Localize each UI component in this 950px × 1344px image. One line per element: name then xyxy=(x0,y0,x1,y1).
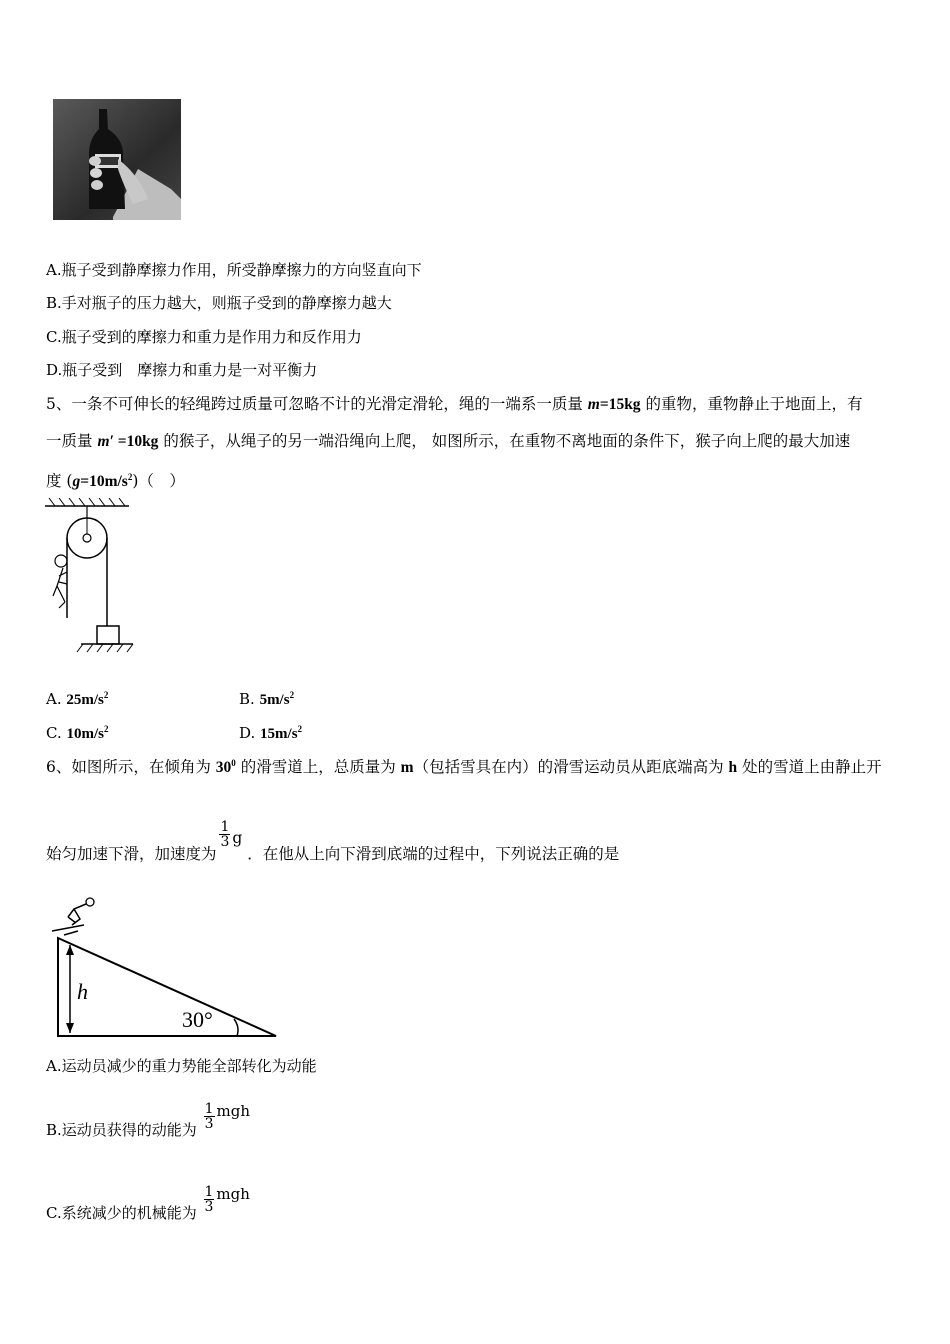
q5-text: )（ ） xyxy=(132,472,185,490)
q6-option-b-var: mgh xyxy=(216,1101,250,1120)
q6-text: 始匀加速下滑，加速度为 xyxy=(46,844,217,863)
q5-stem-line1 xyxy=(46,394,863,415)
q6-option-b-num: 1 xyxy=(204,1101,214,1117)
q5-var-m2: m′ xyxy=(97,433,114,450)
q5-text: 的重物，重物静止于地面上，有 xyxy=(640,395,863,413)
q5-var-m: m xyxy=(587,396,600,413)
incline-figure xyxy=(44,895,284,1045)
q6-option-c-fraction xyxy=(204,1185,215,1214)
q5-option-c-value: 10m/s xyxy=(66,726,104,742)
q6-option-b-text: B.运动员获得的动能为 xyxy=(46,1120,197,1139)
q5-mass2: =10kg xyxy=(113,433,159,450)
q6-text: 处的雪道上由静止开 xyxy=(737,758,882,776)
q6-option-c-num: 1 xyxy=(204,1184,214,1200)
q6-text: 的滑雪道上，总质量为 xyxy=(235,758,401,776)
q5-text: 度 ( xyxy=(46,472,73,490)
q5-var-g: g xyxy=(72,473,81,490)
q6-angle: 30 xyxy=(215,759,232,776)
q5-option-a-label: A. xyxy=(46,690,67,708)
q5-stem-line2 xyxy=(46,431,850,452)
q6-frac-var: g xyxy=(232,828,243,847)
q6-option-c-var: mgh xyxy=(216,1184,250,1203)
q6-frac-num: 1 xyxy=(220,819,230,835)
q6-text: 6、如图所示，在倾角为 xyxy=(46,758,216,776)
q5-option-c xyxy=(46,719,108,744)
q5-text: 的猴子，从绳子的另一端沿绳向上爬， 如图所示，在重物不离地面的条件下，猴子向上爬的最大加速 xyxy=(158,432,851,450)
q5-text: 5、一条不可伸长的轻绳跨过质量可忽略不计的光滑定滑轮，绳的一端系一质量 xyxy=(46,395,588,413)
figure-angle-label: 30° xyxy=(182,1007,213,1032)
q4-option-d: D.瓶子受到 摩擦力和重力是一对平衡力 xyxy=(46,361,318,379)
q5-option-b-exp: 2 xyxy=(289,690,295,700)
pulley-monkey-figure xyxy=(45,498,135,658)
q5-option-c-exp: 2 xyxy=(103,724,109,734)
q5-option-d-label: D. xyxy=(239,724,261,742)
q6-stem-line2 xyxy=(46,818,619,868)
q6-option-c-text: C.系统减少的机械能为 xyxy=(46,1203,197,1222)
q5-option-b xyxy=(239,685,294,710)
q5-option-b-label: B. xyxy=(239,690,260,708)
q6-text: ．在他从上向下滑到底端的过程中，下列说法正确的是 xyxy=(247,844,620,863)
q6-frac-den: 3 xyxy=(220,834,230,850)
q4-option-c: C.瓶子受到的摩擦力和重力是作用力和反作用力 xyxy=(46,328,362,346)
q6-var-m: m xyxy=(400,759,414,776)
q6-deg: 0 xyxy=(231,758,236,768)
q5-option-c-label: C. xyxy=(46,724,67,742)
q6-option-b-fraction xyxy=(204,1102,215,1131)
bottle-photo xyxy=(53,99,181,220)
q6-text: （包括雪具在内）的滑雪运动员从距底端高为 xyxy=(413,758,729,776)
q5-option-a-value: 25m/s xyxy=(66,692,104,708)
q6-fraction xyxy=(219,820,230,849)
q5-mass: =15kg xyxy=(599,396,641,413)
q5-g-exp: 2 xyxy=(127,472,133,482)
q5-stem-line3 xyxy=(46,467,185,492)
q5-option-a xyxy=(46,685,108,710)
q5-text: 一质量 xyxy=(46,432,98,450)
q6-var-h: h xyxy=(728,759,738,776)
q6-option-b xyxy=(46,1100,250,1140)
q6-option-b-den: 3 xyxy=(204,1116,214,1132)
figure-h-label: h xyxy=(77,979,88,1004)
q5-option-d-value: 15m/s xyxy=(260,726,298,742)
q4-option-b: B.手对瓶子的压力越大，则瓶子受到的静摩擦力越大 xyxy=(46,294,392,312)
q6-option-a: A.运动员减少的重力势能全部转化为动能 xyxy=(46,1057,317,1075)
q5-option-b-value: 5m/s xyxy=(259,692,290,708)
q5-option-d xyxy=(239,719,302,744)
q6-option-c xyxy=(46,1183,250,1223)
q4-option-a: A.瓶子受到静摩擦力作用，所受静摩擦力的方向竖直向下 xyxy=(46,261,422,279)
q6-option-c-den: 3 xyxy=(204,1199,214,1215)
q5-option-d-exp: 2 xyxy=(297,724,303,734)
q6-stem-line1 xyxy=(46,753,882,778)
q5-g-value: =10m/s xyxy=(80,473,128,490)
q5-option-a-exp: 2 xyxy=(103,690,109,700)
